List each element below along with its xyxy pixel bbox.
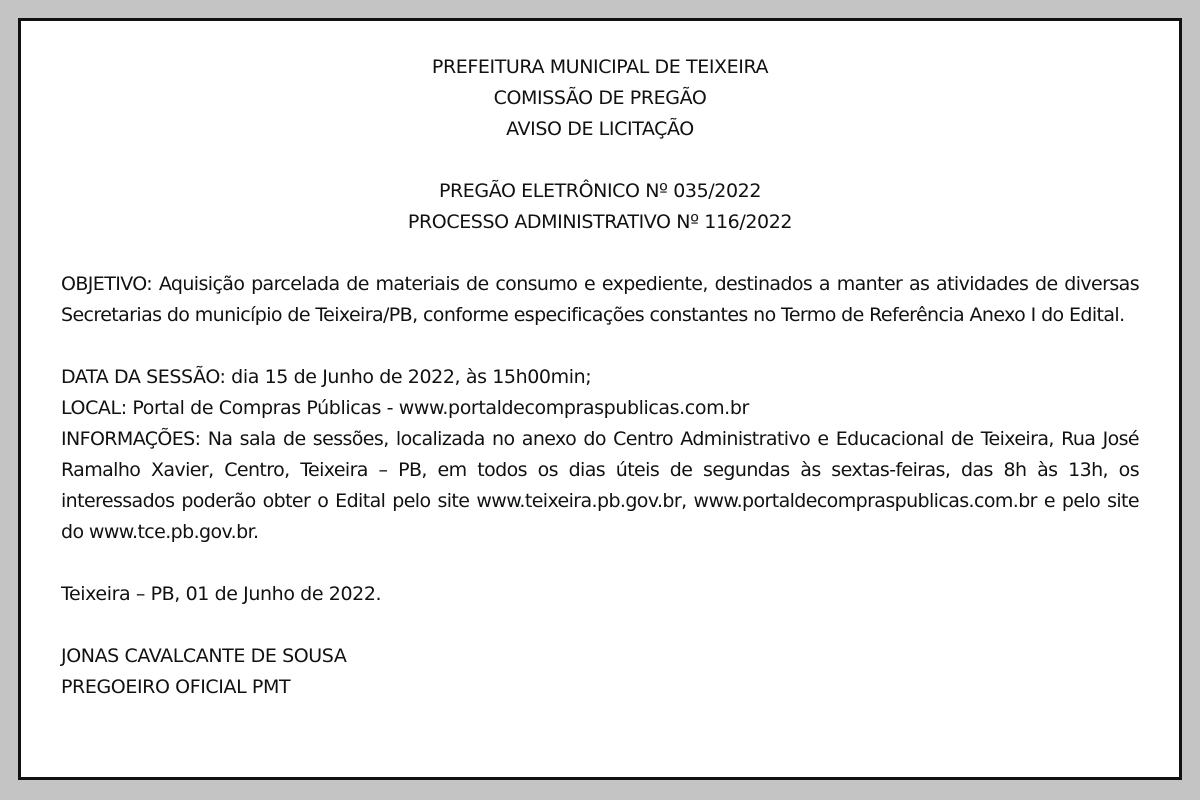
header-pregao-number: PREGÃO ELETRÔNICO Nº 035/2022 <box>438 180 762 202</box>
data-sessao-line: DATA DA SESSÃO: dia 15 de Junho de 2022, às 15h00min; <box>61 366 592 388</box>
signature-name: JONAS CAVALCANTE DE SOUSA <box>61 645 347 667</box>
informacoes-paragraph: INFORMAÇÕES: Na sala de sessões, localizada no anexo do Centro Administrativo e Educacional de Teixeira, Rua José Ramalho Xavier, Centro, Teixeira – PB, em todos os dias úteis de segundas às sextas-feiras, das 8h às 13h, os interessados poderão obter o Edital pelo site www.teixeira.pb.gov.br, www.portaldecompraspublicas.com.br e pelo site do www.tce.pb.gov.br. <box>61 428 1139 543</box>
header-municipality: PREFEITURA MUNICIPAL DE TEIXEIRA <box>431 56 769 78</box>
spacer <box>61 145 1139 176</box>
local-line: LOCAL: Portal de Compras Públicas - www.portaldecompraspublicas.com.br <box>61 397 749 419</box>
notice-frame <box>18 18 1182 780</box>
objetivo-paragraph: OBJETIVO: Aquisição parcelada de materiais de consumo e expediente, destinados a manter as atividades de diversas Secretarias do município de Teixeira/PB, conforme especificações constantes no Termo de Referência Anexo I do Edital. <box>61 273 1139 326</box>
spacer <box>61 610 1139 641</box>
signature-title: PREGOEIRO OFICIAL PMT <box>61 676 291 698</box>
spacer <box>61 331 1139 362</box>
notice-header <box>61 52 1139 238</box>
spacer <box>61 238 1139 269</box>
notice-document <box>61 52 1139 703</box>
header-notice-title: AVISO DE LICITAÇÃO <box>506 118 694 140</box>
date-line: Teixeira – PB, 01 de Junho de 2022. <box>61 583 382 605</box>
header-commission: COMISSÃO DE PREGÃO <box>493 87 707 109</box>
spacer <box>61 548 1139 579</box>
header-process-number: PROCESSO ADMINISTRATIVO Nº 116/2022 <box>407 211 793 233</box>
